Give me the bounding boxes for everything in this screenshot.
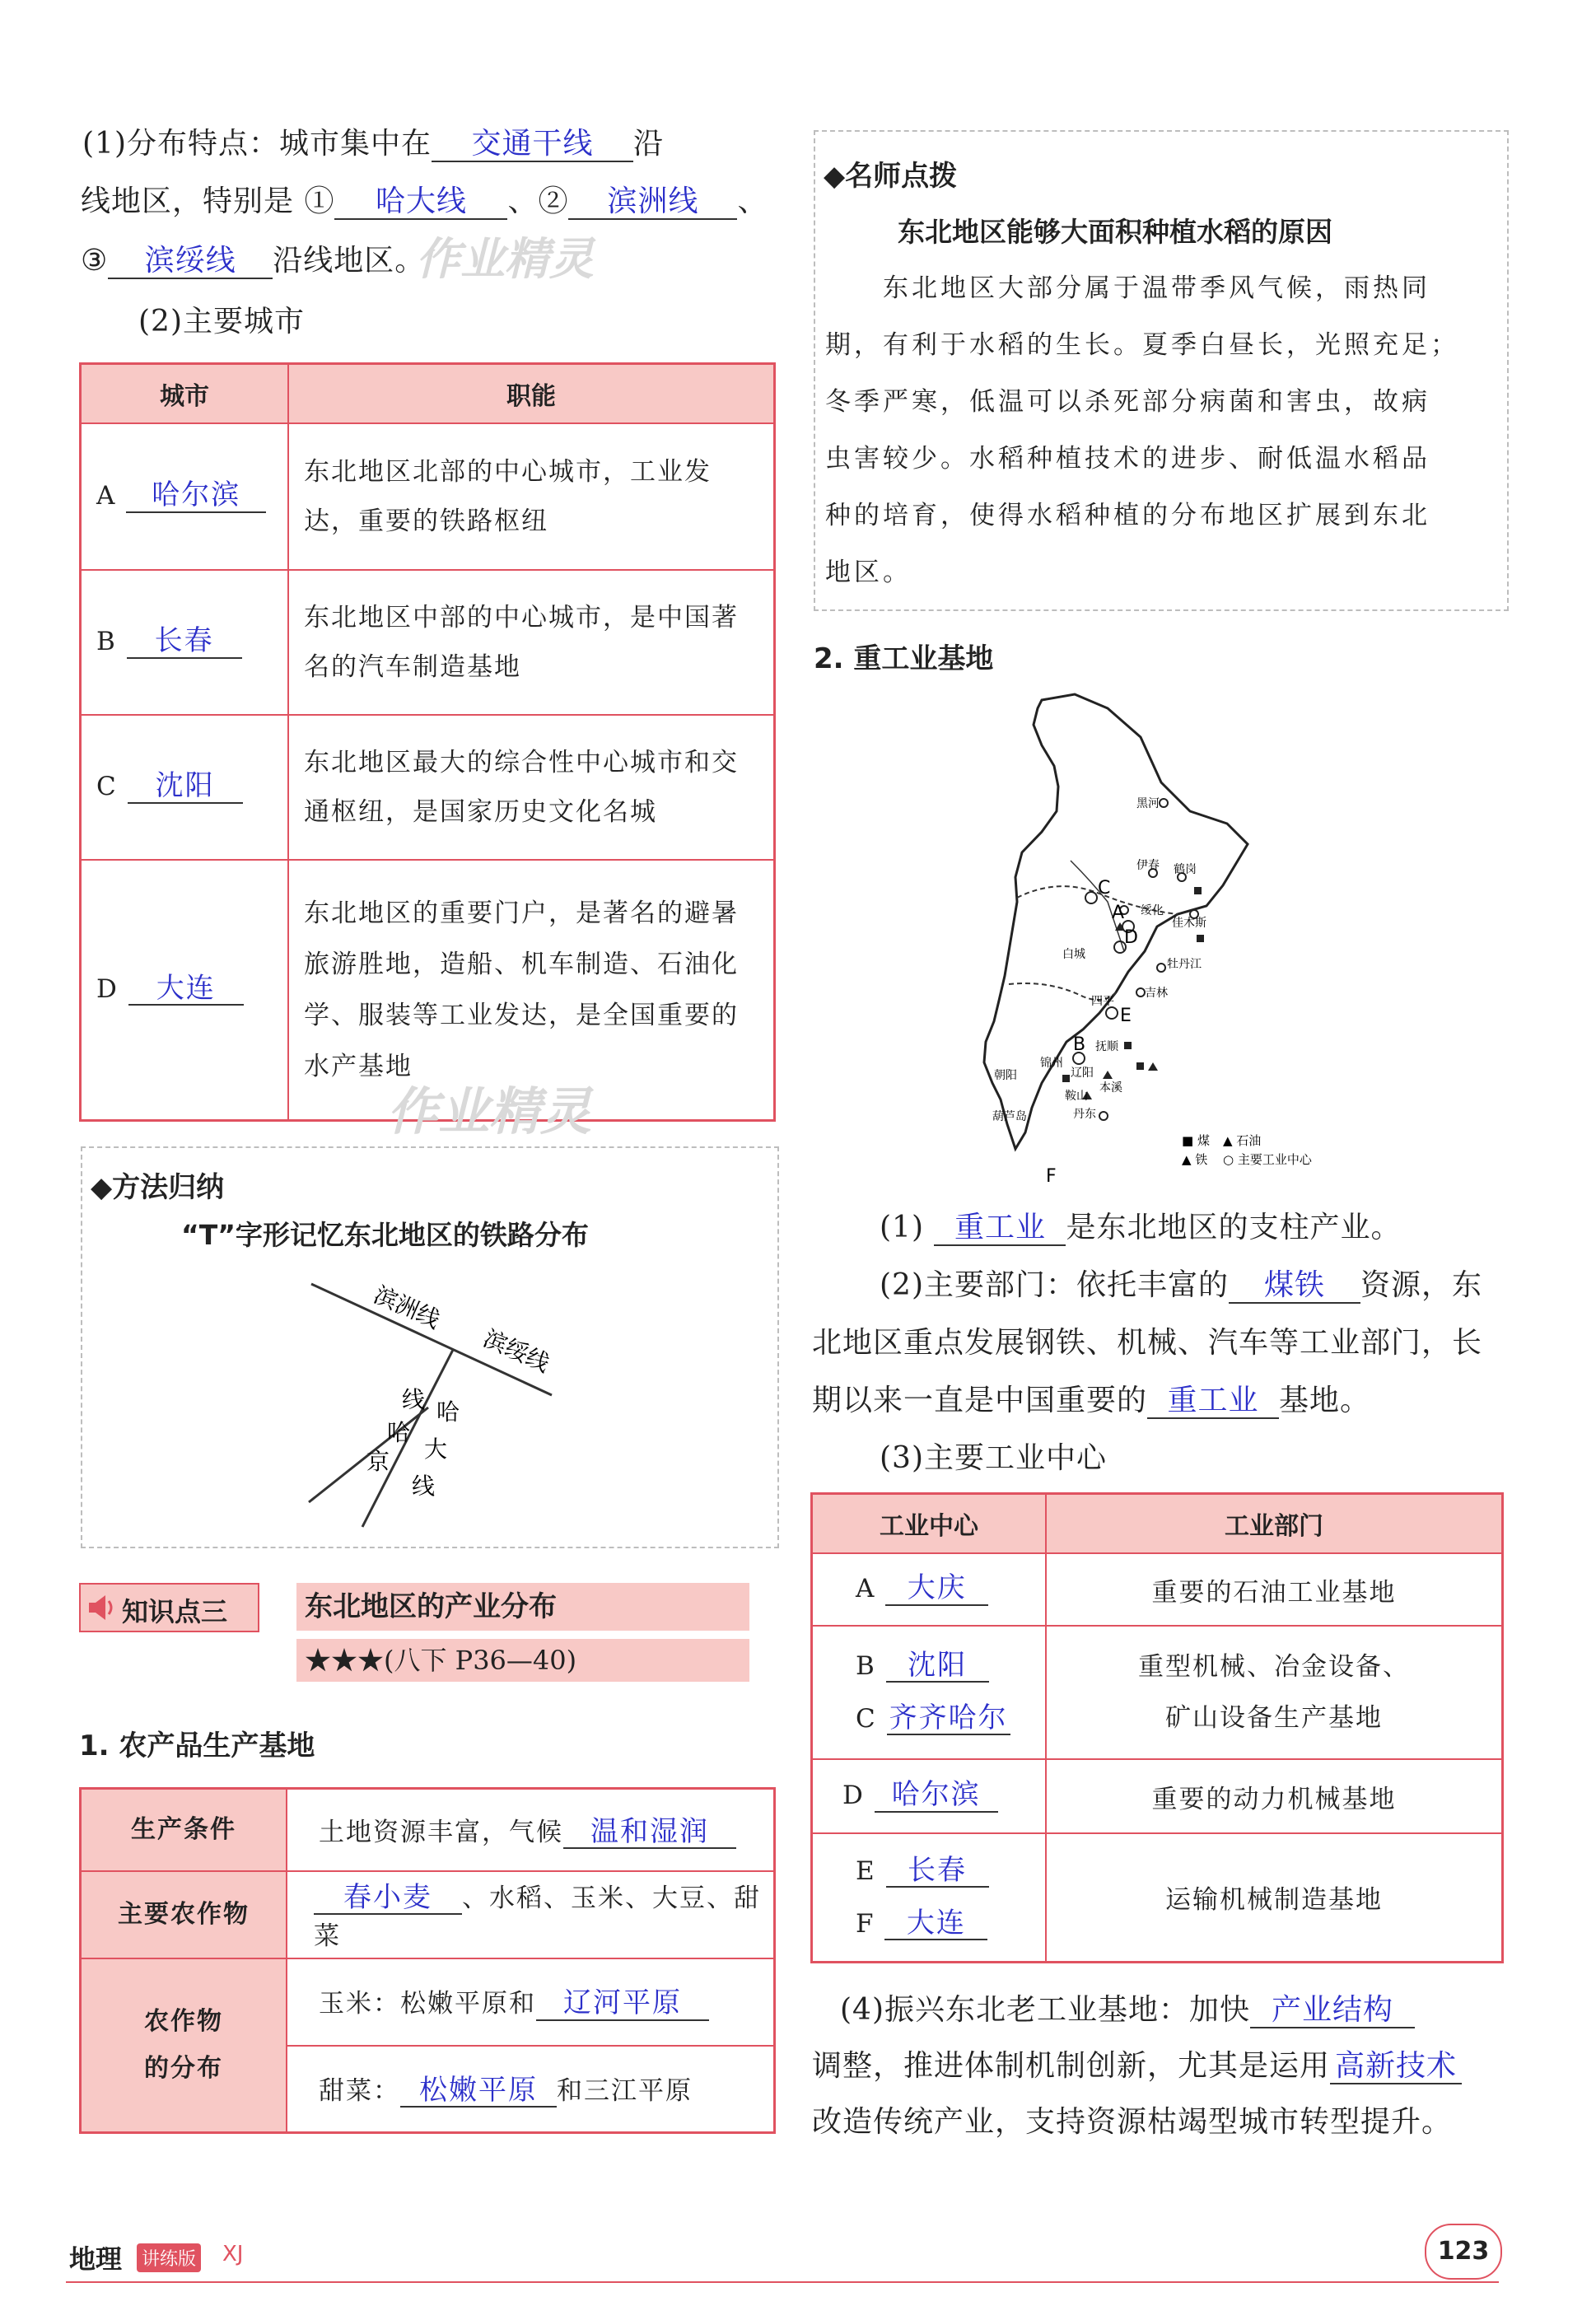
city-mudanjiang	[1157, 964, 1165, 972]
table-row: 主要农作物 春小麦 、水稻、玉米、大豆、甜菜	[81, 1871, 775, 1958]
blank-corn-plain[interactable]: 辽河平原	[536, 1988, 709, 2020]
city-e	[1106, 1007, 1118, 1019]
map-label-anshan: 鞍山	[1065, 1090, 1088, 1103]
table-row: A 哈尔滨 东北地区北部的中心城市，工业发达，重要的铁路枢纽	[81, 423, 775, 570]
method-box	[81, 1146, 779, 1548]
coal-mark	[1062, 1075, 1070, 1082]
q2-line1: (2)主要部门：依托丰富的 煤铁 资源，东	[880, 1268, 1483, 1302]
label-jingha-2: 哈	[387, 1419, 411, 1446]
knowledge-tag-label: 知识点三	[122, 1596, 228, 1627]
blank-main-lines[interactable]: 交通干线	[432, 128, 633, 162]
blank-center-c[interactable]: 齐齐哈尔	[887, 1703, 1010, 1735]
coal-mark	[1194, 887, 1202, 894]
q2-line3: 期以来一直是中国重要的 重工业 基地。	[812, 1384, 1371, 1417]
legend-center: ○ 主要工业中心	[1223, 1152, 1312, 1167]
footer-badge: 讲练版	[137, 2243, 201, 2272]
industry-table-header	[812, 1494, 1503, 1554]
agri-heading: 1. 农产品生产基地	[79, 1730, 315, 1762]
method-subtitle: “T”字形记忆东北地区的铁路分布	[181, 1219, 589, 1251]
map-label-benxi: 本溪	[1099, 1081, 1122, 1095]
map-label-suihua: 绥化	[1141, 904, 1164, 917]
footer-rule	[66, 2281, 1499, 2283]
teacher-line: 虫害较少。水稻种植技术的进步、耐低温水稻品	[825, 444, 1430, 474]
city-table-header	[81, 364, 775, 424]
table-row: E 长春 F 大连 运输机械制造基地	[812, 1833, 1503, 1962]
blank-center-d[interactable]: 哈尔滨	[875, 1780, 998, 1812]
label-hada-1: 哈	[436, 1398, 460, 1426]
agri-table	[79, 1787, 776, 2134]
header-industry-center: 工业中心	[812, 1494, 1047, 1554]
city-table	[79, 362, 776, 1122]
label-hada-3: 线	[412, 1473, 436, 1500]
blank-binzhou-line[interactable]: 滨洲线	[568, 185, 737, 220]
label-binsui: 滨绥线	[479, 1324, 554, 1378]
map-label-jinzhou: 锦州	[1040, 1057, 1063, 1070]
map-label-fushun: 抚顺	[1095, 1040, 1118, 1053]
dept-bc-1: 重型机械、冶金设备、	[1138, 1652, 1410, 1682]
oil-mark	[1148, 1062, 1158, 1071]
knowledge-title: 东北地区的产业分布	[296, 1583, 749, 1631]
teacher-line: 地区。	[825, 558, 912, 587]
map-label-hegang: 鹤岗	[1174, 863, 1197, 876]
blank-beet-plain[interactable]: 松嫩平原	[400, 2075, 557, 2108]
blank-industrial-structure[interactable]: 产业结构	[1250, 1994, 1415, 2028]
blank-city-c[interactable]: 沈阳	[128, 771, 243, 803]
p1-line1: (1)分布特点：城市集中在 交通干线 沿	[82, 127, 665, 161]
map-letter-f: F	[1046, 1166, 1057, 1187]
blank-heavy-base[interactable]: 重工业	[1147, 1384, 1279, 1419]
q1-line: (1) 重工业 是东北地区的支柱产业。	[880, 1211, 1402, 1244]
blank-city-d[interactable]: 大连	[128, 973, 244, 1006]
q4-line2: 调整，推进体制机制创新，尤其是运用 高新技术	[812, 2042, 1462, 2084]
blank-crop[interactable]: 春小麦	[314, 1883, 462, 1915]
label-binzhou: 滨洲线	[370, 1281, 445, 1334]
map-letter-e: E	[1120, 1006, 1132, 1026]
knowledge-tag	[79, 1583, 259, 1632]
map-label-baicheng: 白城	[1062, 948, 1085, 961]
teacher-title: ◆名师点拨	[824, 160, 958, 193]
dept-ef: 运输机械制造基地	[1046, 1833, 1503, 1962]
function-b: 东北地区中部的中心城市，是中国著名的汽车制造基地	[288, 570, 775, 715]
blank-high-tech[interactable]: 高新技术	[1330, 2050, 1462, 2084]
agri-head-conditions: 生产条件	[81, 1789, 287, 1871]
table-row: 生产条件 土地资源丰富，气候 温和湿润	[81, 1789, 775, 1871]
heavy-heading: 2. 重工业基地	[814, 642, 994, 675]
coal-mark	[1136, 1062, 1144, 1070]
table-row: A 大庆 重要的石油工业基地	[812, 1553, 1503, 1626]
agri-head-crops: 主要农作物	[81, 1871, 287, 1958]
page-number: 123	[1425, 2224, 1502, 2280]
map-label-mudanjiang: 牡丹江	[1167, 958, 1202, 971]
teacher-line: 种的培育，使得水稻种植的分布地区扩展到东北	[825, 501, 1430, 530]
function-a: 东北地区北部的中心城市，工业发达，重要的铁路枢纽	[288, 423, 775, 570]
blank-climate[interactable]: 温和湿润	[563, 1817, 736, 1849]
city-dandong	[1099, 1112, 1108, 1120]
teacher-line: 冬季严寒，低温可以杀死部分病菌和害虫，故病	[825, 387, 1430, 417]
blank-center-e[interactable]: 长春	[886, 1856, 989, 1888]
map-label-huludao: 葫芦岛	[992, 1110, 1027, 1123]
legend-coal: ■ 煤	[1182, 1133, 1210, 1148]
function-d: 东北地区的重要门户，是著名的避暑旅游胜地，造船、机车制造、石油化学、服装等工业发达，是全国重要的水产基地	[288, 860, 775, 1120]
dept-a: 重要的石油工业基地	[1046, 1553, 1503, 1626]
map-letter-b: B	[1073, 1034, 1086, 1055]
label-jingha-1: 线	[402, 1386, 426, 1413]
coal-mark	[1197, 935, 1204, 942]
table-row: B 沈阳 C 齐齐哈尔 重型机械、冶金设备、 矿山设备生产基地	[812, 1626, 1503, 1759]
blank-center-a[interactable]: 大庆	[885, 1573, 988, 1605]
teacher-subtitle: 东北地区能够大面积种植水稻的原因	[898, 216, 1332, 248]
speaker-icon	[86, 1593, 117, 1622]
blank-resource[interactable]: 煤铁	[1229, 1269, 1360, 1304]
blank-binsui-line[interactable]: 滨绥线	[108, 245, 273, 279]
legend-iron: ▲ 铁	[1182, 1152, 1208, 1167]
blank-hada-line[interactable]: 哈大线	[334, 185, 507, 220]
dept-d: 重要的动力机械基地	[1046, 1759, 1503, 1833]
q2-line2: 北地区重点发展钢铁、机械、汽车等工业部门，长	[812, 1326, 1483, 1360]
city-jilin	[1136, 988, 1145, 997]
p2-label: (2)主要城市	[138, 305, 305, 338]
agri-head-distribution: 农作物的分布	[81, 1958, 287, 2133]
header-industry-dept: 工业部门	[1046, 1494, 1503, 1554]
industry-table	[810, 1492, 1504, 1963]
teacher-box	[814, 130, 1509, 611]
blank-city-a[interactable]: 哈尔滨	[126, 480, 266, 512]
watermark-middle: 作业精灵	[387, 1081, 592, 1141]
t-shape-diagram	[82, 1148, 777, 1547]
map-label-liaoyang: 辽阳	[1071, 1067, 1094, 1080]
label-jingha-3: 京	[366, 1448, 390, 1475]
q3-label: (3)主要工业中心	[880, 1441, 1107, 1475]
teacher-line: 期，有利于水稻的生长。夏季白昼长，光照充足；	[825, 330, 1459, 360]
blank-city-b[interactable]: 长春	[127, 626, 242, 658]
map-label-yichun: 伊春	[1136, 859, 1160, 872]
map-label-dandong: 丹东	[1073, 1108, 1096, 1121]
map-label-jilin: 吉林	[1145, 987, 1168, 1000]
blank-center-f[interactable]: 大连	[884, 1908, 987, 1940]
map-letter-a: A	[1112, 903, 1125, 923]
header-city: 城市	[81, 364, 289, 424]
label-hada-2: 大	[424, 1435, 448, 1463]
blank-pillar-industry[interactable]: 重工业	[934, 1211, 1066, 1246]
coal-mark	[1124, 1042, 1132, 1049]
method-title: ◆方法归纳	[91, 1171, 225, 1204]
p1-line3: ③ 滨绥线 沿线地区。	[81, 244, 426, 278]
blank-center-b[interactable]: 沈阳	[886, 1650, 989, 1683]
teacher-line: 东北地区大部分属于温带季风气候，雨热同	[883, 273, 1430, 303]
table-row: B 长春 东北地区中部的中心城市，是中国著名的汽车制造基地	[81, 570, 775, 715]
function-c: 东北地区最大的综合性中心城市和交通枢纽，是国家历史文化名城	[288, 715, 775, 860]
knowledge-stars: ★★★(八下 P36—40)	[296, 1639, 749, 1682]
q4-line1: (4)振兴东北老工业基地：加快 产业结构	[840, 1986, 1415, 2028]
map-label-siping: 四平	[1091, 995, 1114, 1008]
map-letter-c: C	[1098, 878, 1111, 899]
map-label-jiamusi: 佳木斯	[1172, 917, 1206, 930]
table-row: C 沈阳 东北地区最大的综合性中心城市和交通枢纽，是国家历史文化名城	[81, 715, 775, 860]
table-row: D 大连 东北地区的重要门户，是著名的避暑旅游胜地，造船、机车制造、石油化学、服装等工业发达，是全国重要的水产基地	[81, 860, 775, 1120]
map-letter-d: D	[1124, 927, 1138, 948]
p1-line2: 线地区，特别是 ① 哈大线 、② 滨洲线 、	[81, 184, 768, 218]
legend-oil: ▲ 石油	[1223, 1133, 1262, 1148]
northeast-map	[976, 688, 1355, 1190]
q4-line3: 改造传统产业，支持资源枯竭型城市转型提升。	[812, 2105, 1453, 2139]
table-row: 甜菜： 松嫩平原 和三江平原	[81, 2046, 775, 2133]
map-label-chaoyang: 朝阳	[994, 1069, 1017, 1082]
map-label-heihe: 黑河	[1136, 797, 1160, 810]
table-row: D 哈尔滨 重要的动力机械基地	[812, 1759, 1503, 1833]
table-row: 农作物的分布 玉米：松嫩平原和 辽河平原	[81, 1958, 775, 2046]
iron-mark	[1103, 1071, 1113, 1079]
footer-subject: 地理	[69, 2243, 123, 2275]
header-function: 职能	[288, 364, 775, 424]
teacher-text	[825, 260, 1459, 601]
footer-edition: XJ	[222, 2242, 244, 2266]
dept-bc-2: 矿山设备生产基地	[1165, 1703, 1383, 1733]
watermark-top: 作业精灵	[416, 233, 594, 285]
